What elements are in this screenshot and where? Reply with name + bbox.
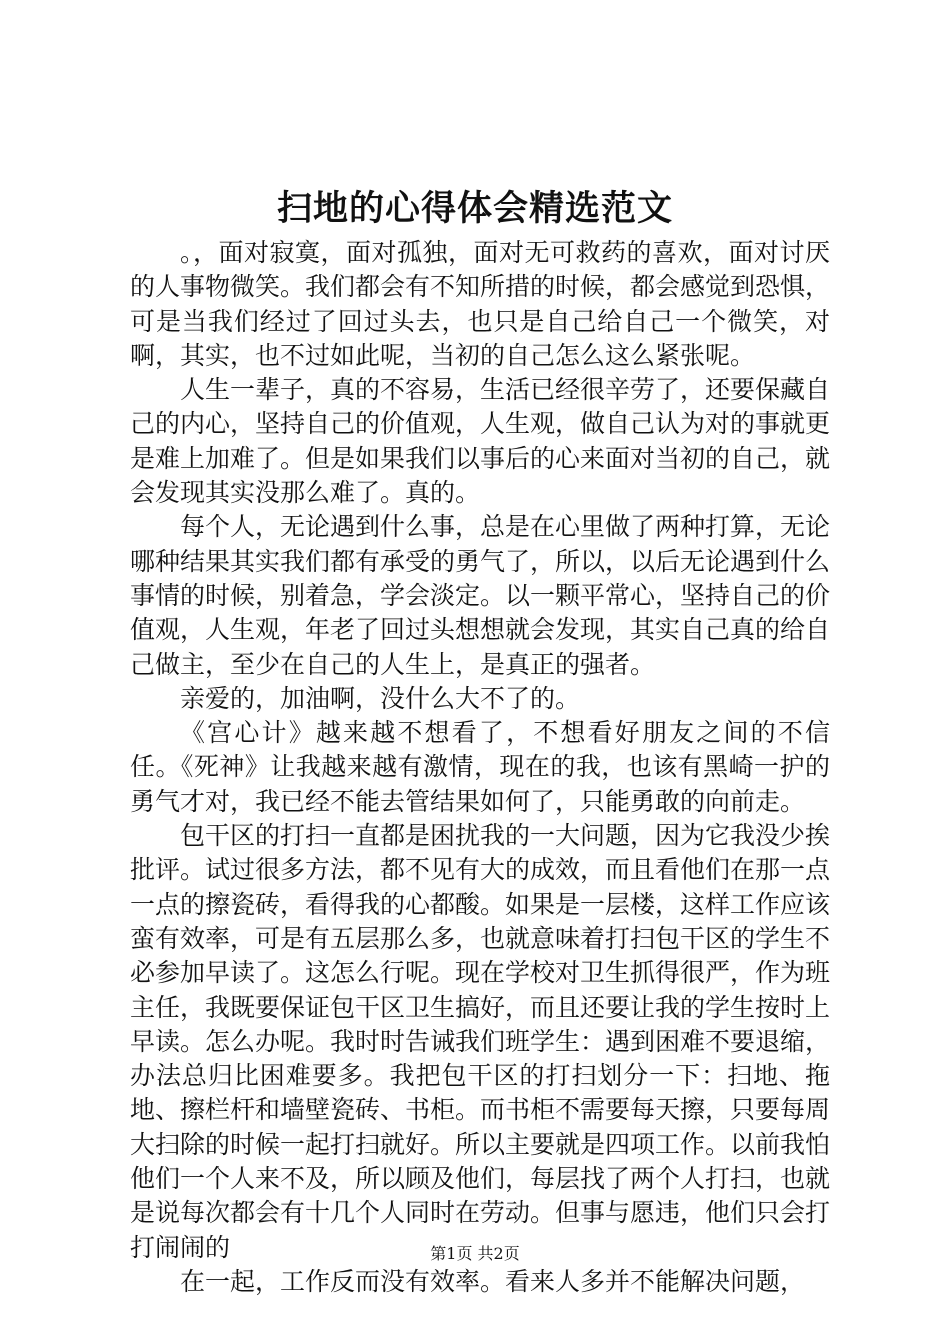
- paragraph: 每个人，无论遇到什么事，总是在心里做了两种打算，无论哪种结果其实我们都有承受的勇气了，所以，以后无论遇到什么事情的时候，别着急，学会淡定。以一颗平常心，坚持自己的价值观，人生观，年老了回过头想想就会发现，其实自己真的给自己做主，至少在自己的人生上，是真正的强者。: [130, 512, 831, 679]
- paragraph: 《宫心计》越来越不想看了，不想看好朋友之间的不信任。《死神》让我越来越有激情，现在的我，也该有黑崎一护的勇气才对，我已经不能去管结果如何了，只能勇敢的向前走。: [130, 718, 830, 816]
- page-number-footer: 第1页 共2页: [430, 1244, 520, 1263]
- document-body: [130, 236, 830, 1299]
- paragraph: 。，面对寂寞，面对孤独，面对无可救药的喜欢，面对讨厌的人事物微笑。我们都会有不知所措的时候，都会感觉到恐惧，可是当我们经过了回过头去，也只是自己给自己一个微笑，对啊，其实，也不过如此呢，当初的自己怎么这么紧张呢。: [130, 238, 831, 370]
- paragraph: 人生一辈子，真的不容易，生活已经很辛劳了，还要保藏自己的内心，坚持自己的价值观，人生观，做自己认为对的事就更是难上加难了。但是如果我们以事后的心来面对当初的自己，就会发现其实没那么难了。真的。: [130, 375, 831, 508]
- document-title: 扫地的心得体会精选范文: [276, 188, 673, 229]
- paragraph: 亲爱的，加油啊，没什么大不了的。: [180, 683, 581, 713]
- paragraph: 包干区的打扫一直都是困扰我的一大问题，因为它我没少挨批评。试过很多方法，都不见有大的成效，而且看他们在那一点一点的擦瓷砖，看得我的心都酸。如果是一层楼，这样工作应该蛮有效率，可是有五层那么多，也就意味着打扫包干区的学生不必参加早读了。这怎么行呢。现在学校对卫生抓得很严，作为班主任，我既要保证包干区卫生搞好，而且还要让我的学生按时上早读。怎么办呢。我时时告诫我们班学生：遇到困难不要退缩，办法总归比困难要多。我把包干区的打扫划分一下：扫地、拖地、擦栏杆和墙壁瓷砖、书柜。而书柜不需要每天擦，只要每周大扫除的时候一起打扫就好。所以主要就是四项工作。以前我怕他们一个人来不及，所以顾及他们，每层找了两个人打扫，也就是说每次都会有十几个人同时在劳动。但事与愿违，他们只会打打闹闹的: [130, 821, 831, 1262]
- paragraph: 在一起，工作反而没有效率。看来人多并不能解决问题，: [180, 1266, 806, 1296]
